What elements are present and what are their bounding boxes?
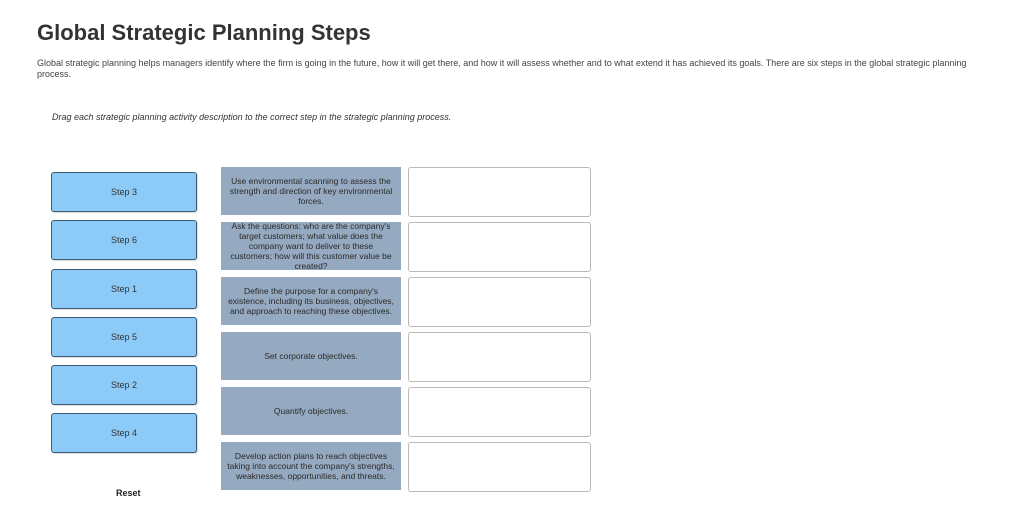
activity-description: Quantify objectives. bbox=[221, 387, 401, 435]
reset-button[interactable]: Reset bbox=[116, 488, 141, 498]
activity-description: Use environmental scanning to assess the strength and direction of key environmental forces. bbox=[221, 167, 401, 215]
activity-description: Set corporate objectives. bbox=[221, 332, 401, 380]
instruction-text: Drag each strategic planning activity description to the correct step in the strategic planning process. bbox=[52, 112, 452, 122]
step-label-draggable[interactable]: Step 1 bbox=[51, 269, 197, 309]
intro-text: Global strategic planning helps managers identify where the firm is going in the future, how it will get there, and how it will assess whether and to what extend it has achieved its goals. There are six steps in the global strategic planning process. bbox=[37, 58, 967, 79]
drop-target[interactable] bbox=[408, 167, 591, 217]
drop-target[interactable] bbox=[408, 277, 591, 327]
activity-description: Define the purpose for a company's existence, including its business, objectives, and approach to reaching these objectives. bbox=[221, 277, 401, 325]
step-label-draggable[interactable]: Step 4 bbox=[51, 413, 197, 453]
page-title: Global Strategic Planning Steps bbox=[37, 20, 371, 45]
drop-target[interactable] bbox=[408, 222, 591, 272]
drop-target[interactable] bbox=[408, 332, 591, 382]
activity-description: Develop action plans to reach objectives taking into account the company's strengths, weaknesses, opportunities, and threats. bbox=[221, 442, 401, 490]
drop-target[interactable] bbox=[408, 387, 591, 437]
activity-description: Ask the questions: who are the company's target customers; what value does the company want to deliver to these customers; how will this customer value be created? bbox=[221, 222, 401, 270]
step-label-draggable[interactable]: Step 2 bbox=[51, 365, 197, 405]
step-label-draggable[interactable]: Step 5 bbox=[51, 317, 197, 357]
drop-target[interactable] bbox=[408, 442, 591, 492]
step-label-draggable[interactable]: Step 3 bbox=[51, 172, 197, 212]
step-label-draggable[interactable]: Step 6 bbox=[51, 220, 197, 260]
